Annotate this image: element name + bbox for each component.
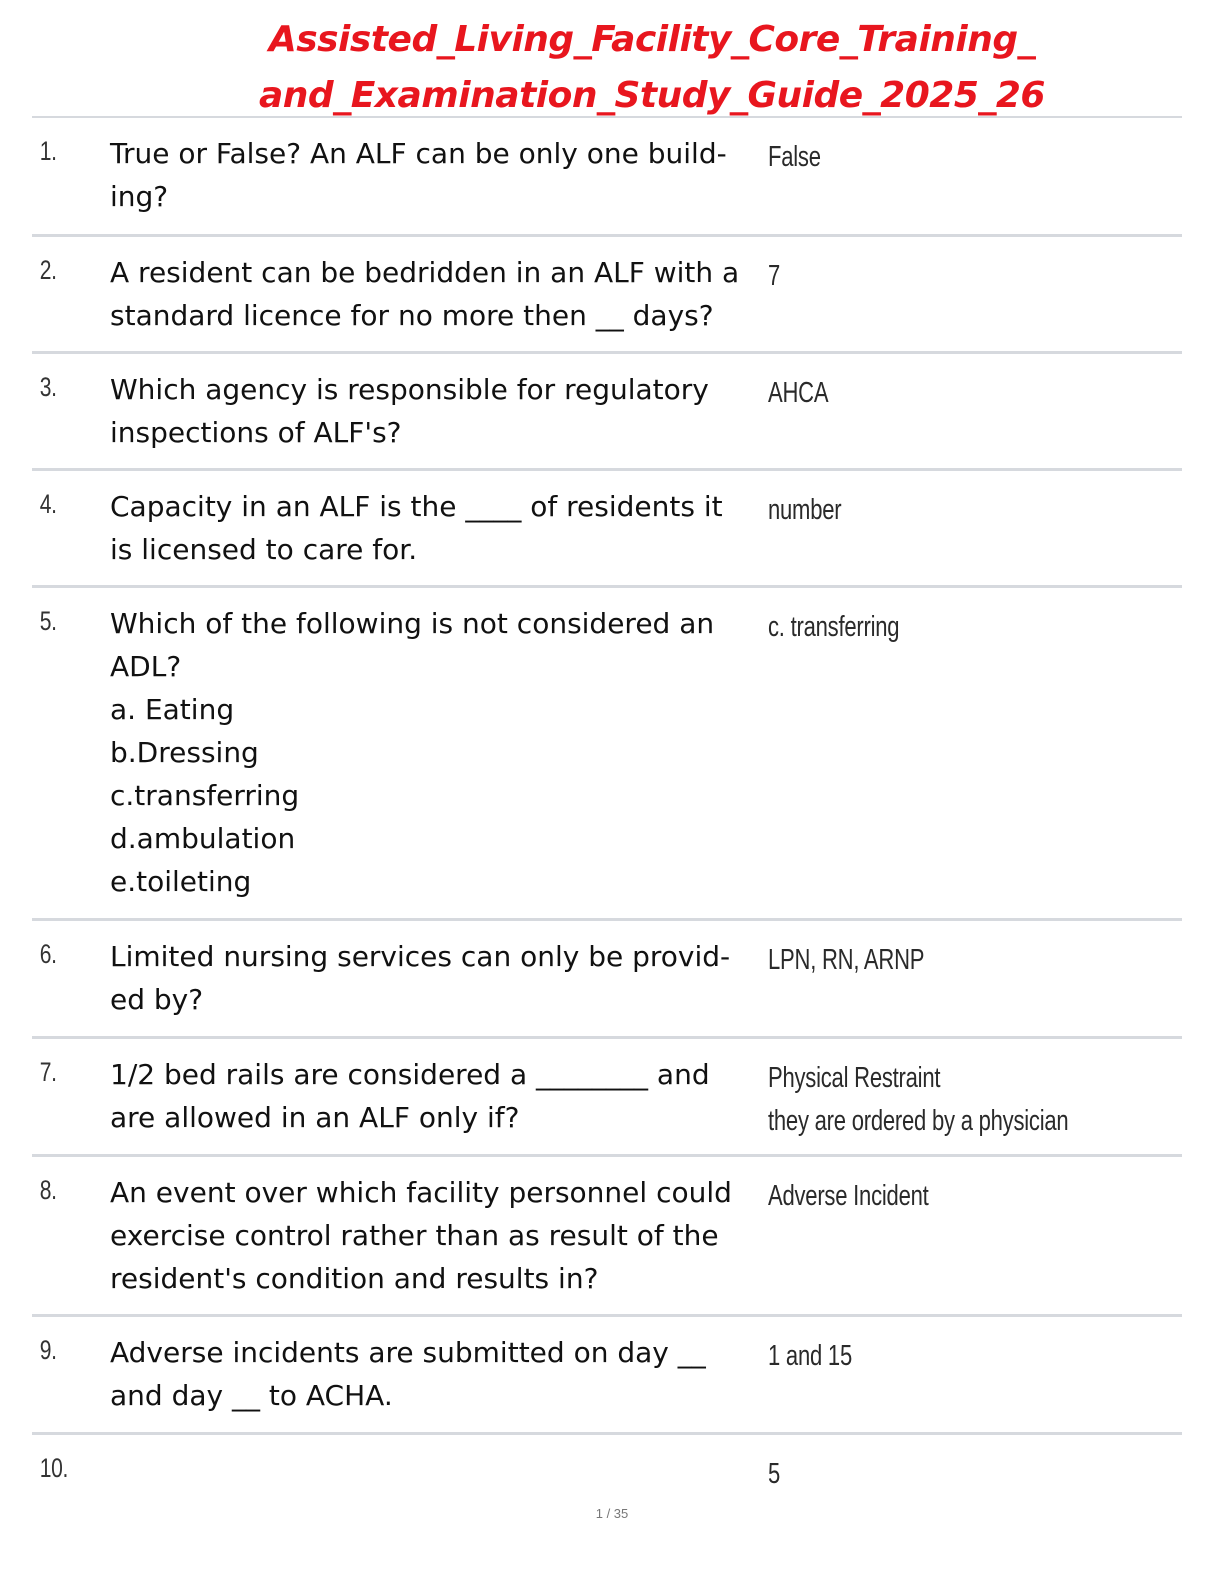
item-number: 6. — [39, 939, 57, 969]
item-number: 10. — [39, 1453, 68, 1483]
item-question: True or False? An ALF can be only one build- ing? — [110, 137, 727, 213]
item-question: Which of the following is not considered an ADL? a. Eating b.Dressing c.transferring d.ambulation e.toileting — [110, 607, 715, 898]
qa-row — [32, 1435, 1182, 1501]
item-question: Adverse incidents are submitted on day __ and day __ to ACHA. — [110, 1336, 706, 1412]
item-number: 2. — [39, 255, 57, 285]
item-number: 7. — [39, 1057, 57, 1087]
document-title-line-2: and_Examination_Study_Guide_2025_26 — [259, 75, 1045, 116]
item-number: 4. — [39, 489, 57, 519]
qa-row — [32, 237, 1182, 354]
qa-row — [32, 1039, 1182, 1157]
document-title — [0, 12, 1224, 124]
qa-row — [32, 354, 1182, 471]
item-question: Which agency is responsible for regulatory inspections of ALF's? — [110, 373, 709, 449]
item-answer: 1 and 15 — [768, 1340, 852, 1372]
item-answer: 7 — [768, 260, 781, 292]
item-number: 8. — [39, 1175, 57, 1205]
item-number: 9. — [39, 1335, 57, 1365]
item-number: 1. — [39, 136, 57, 166]
item-question: Capacity in an ALF is the ____ of residents it is licensed to care for. — [110, 490, 723, 566]
item-answer: c. transferring — [768, 611, 900, 643]
qa-row — [32, 471, 1182, 588]
item-question: Limited nursing services can only be provid- ed by? — [110, 940, 731, 1016]
item-answer: number — [768, 494, 842, 526]
qa-row — [32, 1157, 1182, 1317]
item-answer: LPN, RN, ARNP — [768, 944, 925, 976]
item-question: A resident can be bedridden in an ALF with a standard licence for no more then __ days? — [110, 256, 740, 332]
qa-row — [32, 118, 1182, 237]
item-answer: Physical Restraint they are ordered by a physician — [768, 1062, 1069, 1137]
item-answer: AHCA — [768, 377, 829, 409]
item-question: 1/2 bed rails are considered a ________ and are allowed in an ALF only if? — [110, 1058, 710, 1134]
item-answer: False — [768, 141, 821, 173]
item-number: 5. — [39, 606, 57, 636]
item-answer: 5 — [768, 1458, 781, 1490]
qa-row — [32, 921, 1182, 1039]
qa-row — [32, 588, 1182, 921]
item-answer: Adverse Incident — [768, 1180, 929, 1212]
item-number: 3. — [39, 372, 57, 402]
qa-table — [32, 116, 1182, 1501]
item-question: An event over which facility personnel could exercise control rather than as result of the resident's condition and results in? — [110, 1176, 732, 1295]
qa-row — [32, 1317, 1182, 1435]
document-title-line-1: Assisted_Living_Facility_Core_Training_ — [268, 19, 1036, 60]
item-question — [110, 1435, 768, 1501]
page-indicator: 1 / 35 — [595, 1506, 629, 1521]
